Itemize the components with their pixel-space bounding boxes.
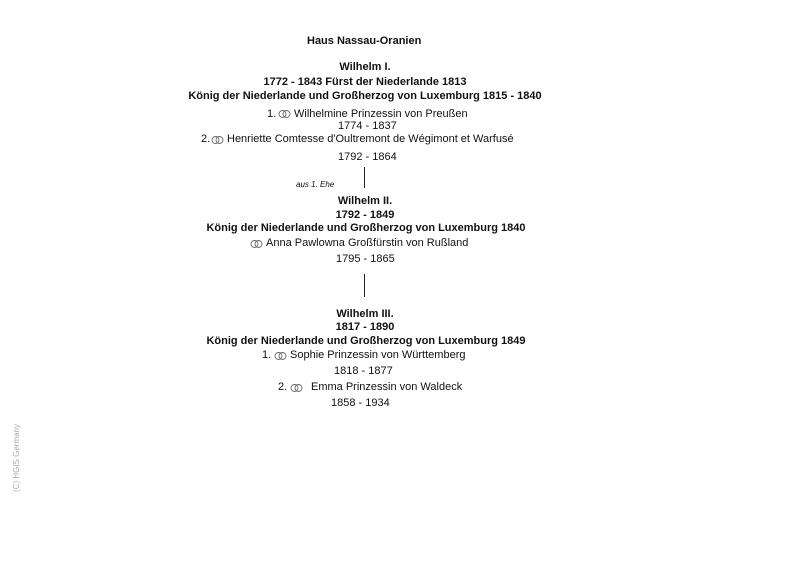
wilhelm-3-spouse-1-number: 1. [262,349,272,361]
marriage-rings-icon [290,384,303,392]
wilhelm-3-spouse-2-dates: 1858 - 1934 [331,397,390,409]
marriage-rings-icon [278,110,291,118]
wilhelm-1-title: König der Niederlande und Großherzog von Luxemburg 1815 - 1840 [188,90,542,102]
wilhelm-1-spouse-2: Henriette Comtesse d'Oultremont de Wégimont et Warfusé [227,133,514,145]
wilhelm-2-spouse-dates: 1795 - 1865 [336,253,395,265]
wilhelm-2-spouse: Anna Pawlowna Großfürstin von Rußland [266,237,469,249]
wilhelm-3-spouse-2: Emma Prinzessin von Waldeck [311,381,463,393]
page-title: Haus Nassau-Oranien [307,35,422,47]
wilhelm-2-title: König der Niederlande und Großherzog von Luxemburg 1840 [206,222,526,234]
wilhelm-1-spouse-1-number: 1. [267,108,277,120]
wilhelm-1-spouse-1: Wilhelmine Prinzessin von Preußen [294,108,468,120]
marriage-rings-icon [274,352,287,360]
wilhelm-1-spouse-2-number: 2. [201,133,211,145]
descent-line-2 [364,274,365,297]
marriage-rings-icon [211,136,224,144]
descent-line-1 [364,167,365,188]
wilhelm-3-name: Wilhelm III. [336,308,394,320]
wilhelm-1-dates-title: 1772 - 1843 Fürst der Niederlande 1813 [263,76,467,88]
wilhelm-3-spouse-1: Sophie Prinzessin von Württemberg [290,349,466,361]
wilhelm-1-spouse-2-dates: 1792 - 1864 [338,151,397,163]
wilhelm-3-spouse-2-number: 2. [278,381,288,393]
wilhelm-1-name: Wilhelm I. [339,61,391,73]
wilhelm-3-dates: 1817 - 1890 [335,321,395,333]
wilhelm-1-spouse-1-dates: 1774 - 1837 [338,120,397,132]
wilhelm-2-dates: 1792 - 1849 [335,209,395,221]
wilhelm-2-name: Wilhelm II. [337,195,393,207]
wilhelm-3-spouse-1-dates: 1818 - 1877 [334,365,393,377]
marriage-rings-icon [250,240,263,248]
copyright-notice: (C) HGIS Germany [12,423,21,492]
wilhelm-3-title: König der Niederlande und Großherzog von Luxemburg 1849 [206,335,526,347]
marriage-note: aus 1. Ehe [296,180,335,189]
